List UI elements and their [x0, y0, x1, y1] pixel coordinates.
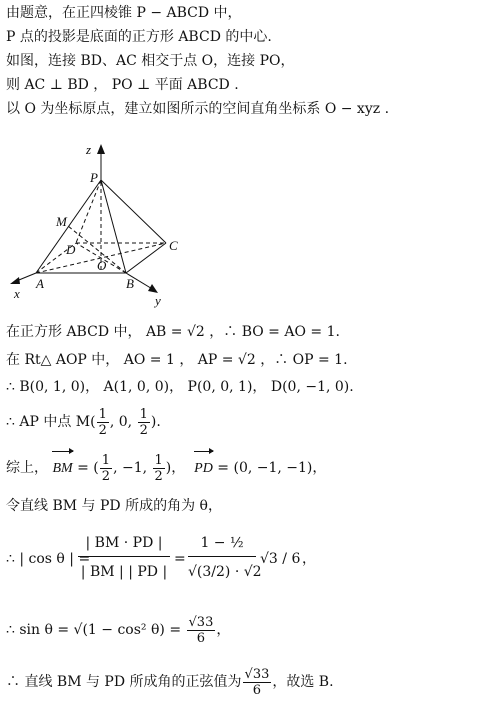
- intro-line-1: 由题意，在正四棱锥 P − ABCD 中，: [6, 5, 242, 21]
- pyramid-figure: [6, 140, 196, 310]
- label-D: D: [66, 242, 76, 257]
- step-3: ∴ B(0, 1, 0)， A(1, 0, 0)， P(0, 0, 1)， D(0, −1, 0).: [6, 379, 354, 395]
- conclusion-line: ∴ 直线 BM 与 PD 所成角的正弦值为 $\frac{√33}{6}$ ，故选 B.: [6, 666, 334, 698]
- fraction-half: $\frac{1}{2}$: [101, 452, 111, 484]
- fraction-half: $\frac{1}{2}$: [98, 406, 107, 438]
- step-2: 在 Rt△ AOP 中， AO = 1 ， AP = √2 ，∴ OP = 1.: [6, 352, 348, 368]
- step-4: ∴ AP 中点 M( $\frac{1}{2}$ , 0, $\frac{1}{2}$ ).: [6, 406, 161, 438]
- cos-lhs: ∴ | cos θ | =: [6, 551, 91, 567]
- answer-fraction: $\frac{√33}{6}$: [244, 666, 270, 698]
- label-B: B: [126, 276, 134, 291]
- cos-mid-denominator: √(3/2) · √2: [188, 564, 262, 580]
- label-A: A: [36, 276, 44, 291]
- step-1: 在正方形 ABCD 中， AB = √2 ，∴ BO = AO = 1.: [6, 324, 340, 340]
- cos-fraction-denominator: | BM | | PD |: [80, 564, 168, 580]
- cos-mid-numerator: 1 − ½: [188, 530, 256, 557]
- sin-line: ∴ sin θ = √(1 − cos² θ) = $\frac{√33}{6}$ ，: [6, 614, 231, 646]
- fraction-half: $\frac{1}{2}$: [154, 452, 163, 484]
- step-5: 综上， BM = ( $\frac{1}{2}$ , −1, $\frac{1}{2}$ )， PD = (0, −1, −1)，: [6, 450, 326, 487]
- label-z: z: [86, 142, 92, 157]
- label-C: C: [169, 238, 178, 253]
- cos-fraction-numerator: | BM · PD |: [78, 530, 170, 557]
- fraction-half: $\frac{1}{2}$: [139, 406, 148, 438]
- step-4-suffix: ).: [150, 414, 161, 430]
- intro-line-5: 以 O 为坐标原点，建立如图所示的空间直角坐标系 O − xyz .: [6, 101, 390, 117]
- sin-result-fraction: $\frac{√33}{6}$: [188, 614, 214, 646]
- step-4-prefix: ∴ AP 中点 M(: [6, 414, 96, 430]
- cos-result: √3 / 6: [260, 551, 301, 567]
- vector-BM: BM: [52, 451, 72, 487]
- vector-PD: PD: [194, 451, 213, 487]
- label-P: P: [90, 170, 98, 185]
- intro-line-3: 如图，连接 BD、AC 相交于点 O，连接 PO，: [6, 53, 295, 69]
- label-y: y: [155, 293, 161, 308]
- intro-line-2: P 点的投影是底面的正方形 ABCD 的中心.: [6, 29, 272, 45]
- label-O: O: [97, 258, 107, 273]
- label-M: M: [56, 214, 67, 229]
- label-x: x: [14, 286, 20, 301]
- intro-line-4: 则 AC ⊥ BD ， PO ⊥ 平面 ABCD .: [6, 77, 239, 93]
- step-6: 令直线 BM 与 PD 所成的角为 θ，: [6, 498, 222, 514]
